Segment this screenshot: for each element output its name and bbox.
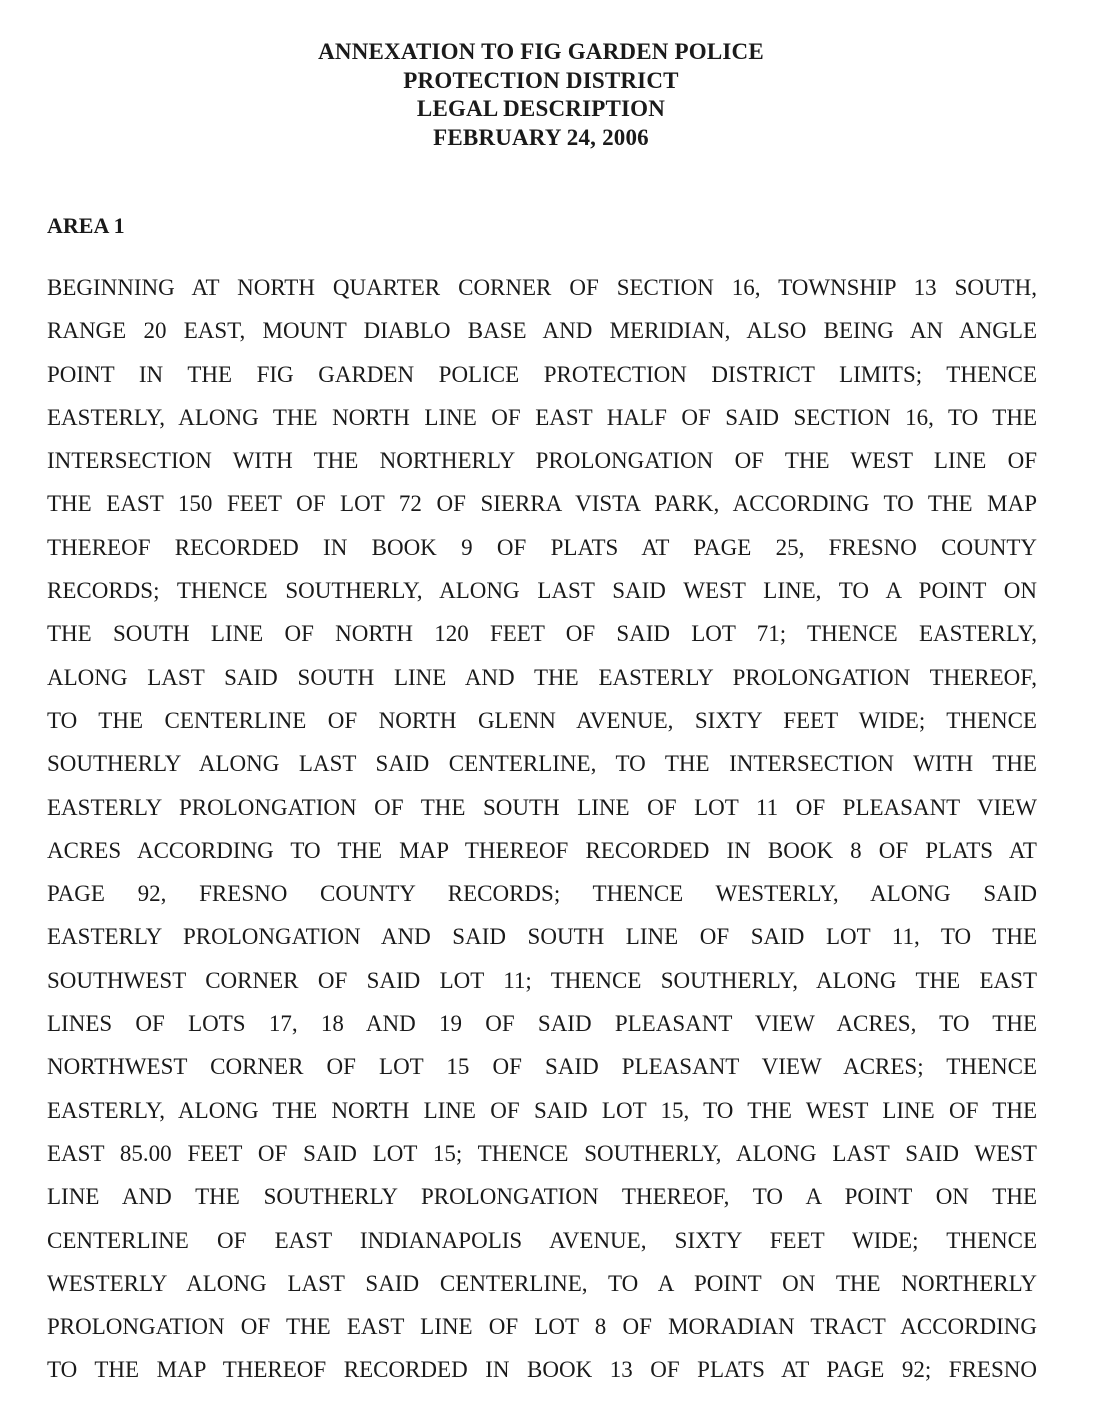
body-line: LINES OF LOTS 17, 18 AND 19 OF SAID PLEASANT VIEW ACRES, TO THE — [47, 1011, 1037, 1037]
body-line: SOUTHERLY ALONG LAST SAID CENTERLINE, TO THE INTERSECTION WITH THE — [47, 751, 1037, 777]
body-line: NORTHWEST CORNER OF LOT 15 OF SAID PLEASANT VIEW ACRES; THENCE — [47, 1054, 1037, 1080]
body-line: POINT IN THE FIG GARDEN POLICE PROTECTION DISTRICT LIMITS; THENCE — [47, 361, 1037, 387]
body-line: THE EAST 150 FEET OF LOT 72 OF SIERRA VISTA PARK, ACCORDING TO THE MAP — [47, 491, 1037, 517]
body-line: EASTERLY, ALONG THE NORTH LINE OF EAST HALF OF SAID SECTION 16, TO THE — [47, 404, 1037, 430]
area-heading: AREA 1 — [47, 213, 125, 238]
body-line: THE SOUTH LINE OF NORTH 120 FEET OF SAID LOT 71; THENCE EASTERLY, — [47, 621, 1037, 647]
body-line: TO THE CENTERLINE OF NORTH GLENN AVENUE, SIXTY FEET WIDE; THENCE — [47, 707, 1037, 733]
body-line: INTERSECTION WITH THE NORTHERLY PROLONGATION OF THE WEST LINE OF — [47, 448, 1037, 474]
body-line: ALONG LAST SAID SOUTH LINE AND THE EASTERLY PROLONGATION THEREOF, — [47, 664, 1037, 690]
title-line: FEBRUARY 24, 2006 — [433, 124, 649, 150]
body-line: SOUTHWEST CORNER OF SAID LOT 11; THENCE SOUTHERLY, ALONG THE EAST — [47, 967, 1037, 993]
body-line: EASTERLY, ALONG THE NORTH LINE OF SAID LOT 15, TO THE WEST LINE OF THE — [47, 1097, 1037, 1123]
body-line: TO THE MAP THEREOF RECORDED IN BOOK 13 OF PLATS AT PAGE 92; FRESNO — [47, 1357, 1037, 1383]
body-line: RECORDS; THENCE SOUTHERLY, ALONG LAST SAID WEST LINE, TO A POINT ON — [47, 578, 1037, 604]
body-line: ACRES ACCORDING TO THE MAP THEREOF RECORDED IN BOOK 8 OF PLATS AT — [47, 837, 1037, 863]
document-title — [0, 38, 1082, 152]
body-line: RANGE 20 EAST, MOUNT DIABLO BASE AND MERIDIAN, ALSO BEING AN ANGLE — [47, 318, 1037, 344]
body-line: EAST 85.00 FEET OF SAID LOT 15; THENCE SOUTHERLY, ALONG LAST SAID WEST — [47, 1140, 1037, 1166]
body-line: EASTERLY PROLONGATION AND SAID SOUTH LINE OF SAID LOT 11, TO THE — [47, 924, 1037, 950]
title-line: PROTECTION DISTRICT — [403, 67, 679, 93]
body-line: PROLONGATION OF THE EAST LINE OF LOT 8 OF MORADIAN TRACT ACCORDING — [47, 1314, 1037, 1340]
title-line: ANNEXATION TO FIG GARDEN POLICE — [318, 39, 764, 64]
title-line: LEGAL DESCRIPTION — [416, 96, 666, 121]
body-line: PAGE 92, FRESNO COUNTY RECORDS; THENCE WESTERLY, ALONG SAID — [47, 881, 1037, 907]
body-line: WESTERLY ALONG LAST SAID CENTERLINE, TO A POINT ON THE NORTHERLY — [47, 1270, 1037, 1296]
body-line: LINE AND THE SOUTHERLY PROLONGATION THEREOF, TO A POINT ON THE — [47, 1184, 1037, 1210]
body-line: CENTERLINE OF EAST INDIANAPOLIS AVENUE, SIXTY FEET WIDE; THENCE — [47, 1227, 1037, 1253]
body-line: EASTERLY PROLONGATION OF THE SOUTH LINE OF LOT 11 OF PLEASANT VIEW — [47, 794, 1037, 820]
legal-description-body — [47, 266, 1037, 1392]
body-line: BEGINNING AT NORTH QUARTER CORNER OF SECTION 16, TOWNSHIP 13 SOUTH, — [47, 275, 1037, 300]
body-line: THEREOF RECORDED IN BOOK 9 OF PLATS AT PAGE 25, FRESNO COUNTY — [47, 534, 1037, 560]
